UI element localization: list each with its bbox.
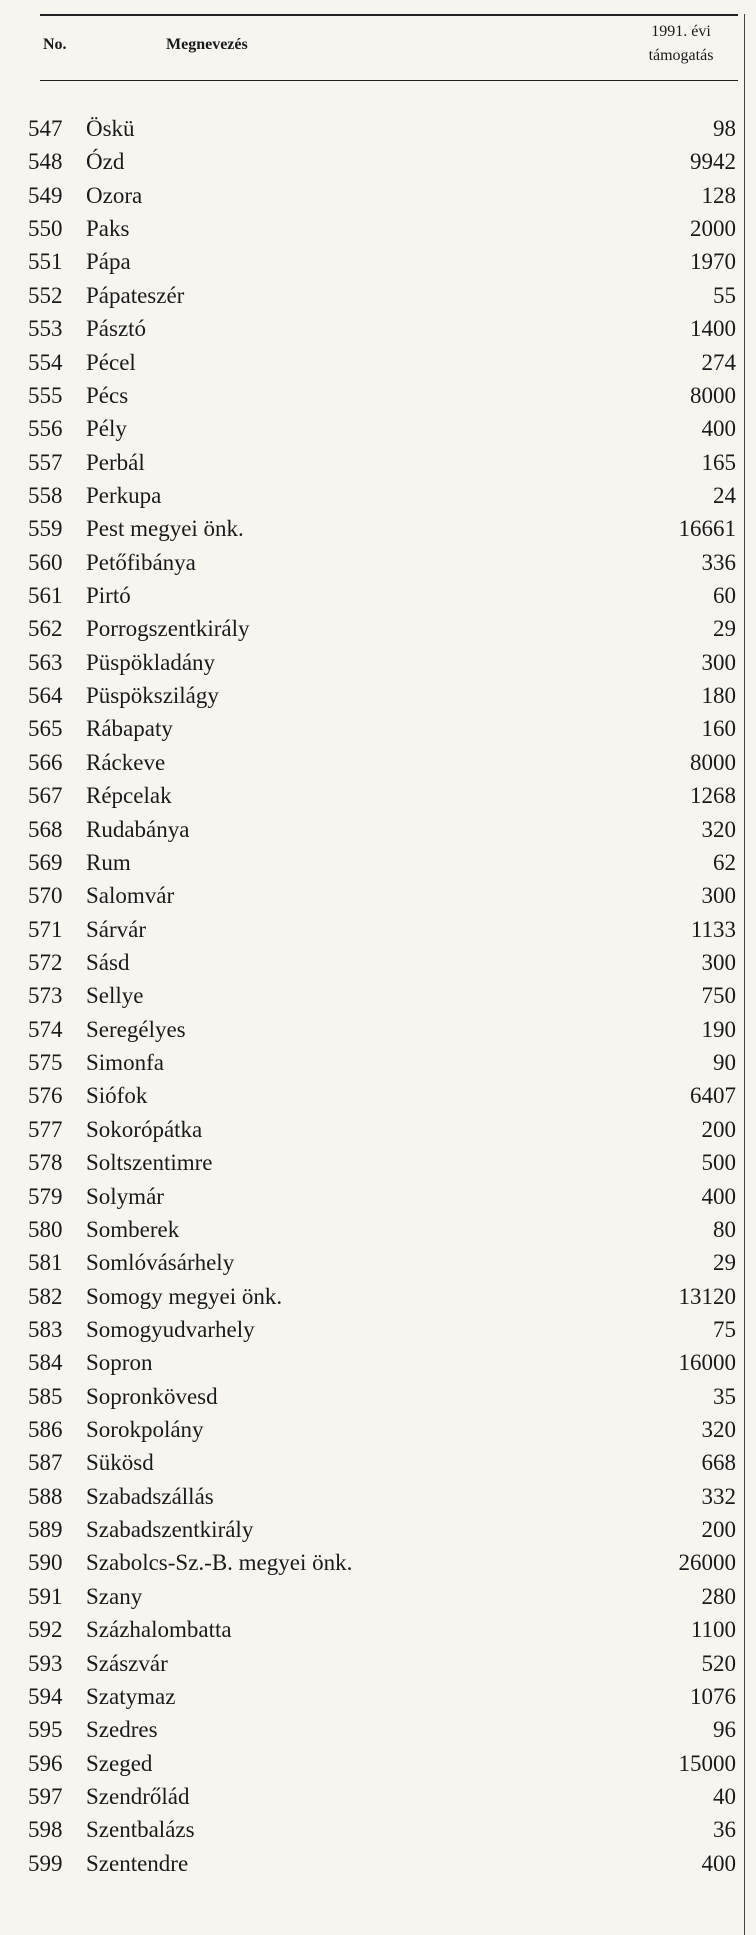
row-amount: 400 (701, 1183, 736, 1209)
row-number: 591 (28, 1583, 63, 1609)
row-name: Sellye (86, 983, 144, 1009)
row-name: Somogyudvarhely (86, 1316, 255, 1342)
row-number: 572 (28, 949, 63, 975)
row-name: Szászvár (86, 1650, 168, 1676)
row-name: Soltszentimre (86, 1150, 213, 1176)
row-number: 552 (28, 282, 63, 308)
table-row (28, 346, 736, 379)
row-amount: 274 (701, 349, 736, 375)
row-amount: 1100 (690, 1617, 736, 1643)
row-amount: 400 (701, 1850, 736, 1876)
row-amount: 35 (713, 1383, 736, 1409)
table-row (28, 1747, 736, 1780)
row-name: Pest megyei önk. (86, 516, 244, 542)
table-row (28, 1513, 736, 1546)
row-number: 548 (28, 149, 63, 175)
row-name: Pápateszér (86, 282, 185, 308)
row-number: 580 (28, 1216, 63, 1242)
row-number: 550 (28, 216, 63, 242)
table-row (28, 1413, 736, 1446)
row-number: 588 (28, 1483, 63, 1509)
row-name: Szabadszállás (86, 1483, 214, 1509)
row-number: 560 (28, 549, 63, 575)
table-row (28, 1847, 736, 1880)
row-amount: 336 (701, 549, 736, 575)
row-number: 559 (28, 516, 63, 542)
row-number: 555 (28, 382, 63, 408)
table-row (28, 1647, 736, 1680)
row-number: 549 (28, 182, 63, 208)
row-name: Petőfibánya (86, 549, 196, 575)
row-name: Szany (86, 1583, 143, 1609)
row-number: 574 (28, 1016, 63, 1042)
row-number: 551 (28, 249, 63, 275)
row-number: 566 (28, 749, 63, 775)
row-name: Szeged (86, 1750, 153, 1776)
table-row (28, 879, 736, 912)
row-amount: 1076 (690, 1683, 736, 1709)
table-row (28, 1813, 736, 1846)
row-number: 583 (28, 1316, 63, 1342)
row-amount: 36 (713, 1817, 736, 1843)
row-name: Szatymaz (86, 1683, 176, 1709)
row-number: 579 (28, 1183, 63, 1209)
row-amount: 180 (701, 683, 736, 709)
header-amount-line2: támogatás (648, 47, 714, 64)
row-number: 557 (28, 449, 63, 475)
row-number: 589 (28, 1517, 63, 1543)
table-row (28, 946, 736, 979)
row-name: Perbál (86, 449, 145, 475)
table-row (28, 679, 736, 712)
row-name: Pásztó (86, 316, 147, 342)
table-row (28, 1613, 736, 1646)
table-row (28, 312, 736, 345)
row-number: 575 (28, 1050, 63, 1076)
row-name: Öskü (86, 116, 135, 141)
row-name: Sopron (86, 1350, 153, 1376)
row-number: 586 (28, 1417, 63, 1443)
row-name: Rudabánya (86, 816, 190, 842)
row-name: Paks (86, 216, 130, 242)
table-row (28, 1180, 736, 1213)
table-row (28, 712, 736, 745)
row-number: 554 (28, 349, 63, 375)
table-row (28, 1580, 736, 1613)
row-number: 564 (28, 683, 63, 709)
table-row (28, 1480, 736, 1513)
row-amount: 300 (701, 949, 736, 975)
table-row (28, 512, 736, 545)
row-amount: 165 (701, 449, 736, 475)
row-name: Szentendre (86, 1850, 189, 1876)
table-row (28, 1780, 736, 1813)
row-name: Szabolcs-Sz.-B. megyei önk. (86, 1550, 353, 1576)
row-amount: 300 (701, 883, 736, 909)
table-row (28, 479, 736, 512)
row-name: Pápa (86, 249, 131, 275)
table-row (28, 1213, 736, 1246)
table-row (28, 412, 736, 445)
row-name: Ózd (86, 149, 125, 175)
row-amount: 520 (701, 1650, 736, 1676)
row-name: Salomvár (86, 883, 175, 909)
table-row (28, 379, 736, 412)
row-number: 573 (28, 983, 63, 1009)
row-number: 587 (28, 1450, 63, 1476)
table-row (28, 1146, 736, 1179)
row-number: 596 (28, 1750, 63, 1776)
table-row (28, 1546, 736, 1579)
row-amount: 1970 (690, 249, 736, 275)
table-row (28, 846, 736, 879)
row-name: Rum (86, 849, 131, 875)
row-name: Sorokpolány (86, 1417, 204, 1443)
row-number: 585 (28, 1383, 63, 1409)
row-name: Sárvár (86, 916, 147, 942)
row-number: 594 (28, 1683, 63, 1709)
row-amount: 29 (713, 1250, 736, 1276)
row-name: Somlóvásárhely (86, 1250, 235, 1276)
row-name: Perkupa (86, 482, 162, 508)
row-number: 561 (28, 583, 63, 609)
table-row (28, 179, 736, 212)
table-row (28, 1113, 736, 1146)
row-amount: 80 (713, 1216, 736, 1242)
row-amount: 29 (713, 616, 736, 642)
row-amount: 98 (713, 116, 736, 141)
row-amount: 9942 (690, 149, 736, 175)
table-row (28, 279, 736, 312)
row-name: Ozora (86, 182, 143, 208)
table-row (28, 1380, 736, 1413)
row-number: 581 (28, 1250, 63, 1276)
row-name: Pécs (86, 382, 129, 408)
row-amount: 6407 (690, 1083, 736, 1109)
row-number: 598 (28, 1817, 63, 1843)
row-name: Somogy megyei önk. (86, 1283, 283, 1309)
row-number: 592 (28, 1617, 63, 1643)
header-rule (40, 80, 738, 81)
row-name: Szabadszentkirály (86, 1517, 254, 1543)
row-name: Sásd (86, 949, 130, 975)
table-row (28, 1713, 736, 1746)
table-row (28, 1246, 736, 1279)
row-amount: 40 (713, 1783, 736, 1809)
row-number: 590 (28, 1550, 63, 1576)
row-amount: 320 (701, 816, 736, 842)
table-row (28, 1280, 736, 1313)
row-number: 553 (28, 316, 63, 342)
table-row (28, 1313, 736, 1346)
row-amount: 1133 (690, 916, 736, 942)
table-row (28, 1446, 736, 1479)
row-name: Rábapaty (86, 716, 173, 742)
row-number: 599 (28, 1850, 63, 1876)
row-amount: 96 (713, 1717, 736, 1743)
row-amount: 16661 (678, 516, 736, 542)
table-row (28, 913, 736, 946)
row-amount: 8000 (690, 749, 736, 775)
row-amount: 75 (713, 1316, 736, 1342)
row-amount: 200 (701, 1116, 736, 1142)
row-amount: 60 (713, 583, 736, 609)
table-row (28, 1680, 736, 1713)
row-name: Porrogszentkirály (86, 616, 250, 642)
row-number: 565 (28, 716, 63, 742)
row-name: Sokorópátka (86, 1116, 203, 1142)
row-amount: 400 (701, 416, 736, 442)
row-name: Sopronkövesd (86, 1383, 218, 1409)
row-amount: 26000 (678, 1550, 736, 1576)
row-name: Sükösd (86, 1450, 154, 1476)
table-row (28, 579, 736, 612)
row-number: 568 (28, 816, 63, 842)
top-rule (40, 14, 738, 16)
row-amount: 160 (701, 716, 736, 742)
row-number: 556 (28, 416, 63, 442)
row-amount: 332 (701, 1483, 736, 1509)
row-amount: 128 (701, 182, 736, 208)
row-number: 571 (28, 916, 63, 942)
row-amount: 16000 (678, 1350, 736, 1376)
row-amount: 2000 (690, 216, 736, 242)
row-amount: 8000 (690, 382, 736, 408)
row-number: 558 (28, 482, 63, 508)
table-row (28, 1079, 736, 1112)
table-row (28, 145, 736, 178)
row-number: 547 (28, 116, 63, 141)
row-name: Püspökszilágy (86, 683, 219, 709)
row-number: 567 (28, 783, 63, 809)
row-amount: 62 (713, 849, 736, 875)
row-amount: 55 (713, 282, 736, 308)
table-body (28, 112, 736, 1880)
row-amount: 300 (701, 649, 736, 675)
row-name: Püspökladány (86, 649, 216, 675)
table-row (28, 746, 736, 779)
table-row (28, 779, 736, 812)
row-number: 569 (28, 849, 63, 875)
row-name: Százhalombatta (86, 1617, 232, 1643)
table-row (28, 1046, 736, 1079)
row-name: Solymár (86, 1183, 164, 1209)
header-name: Megnevezés (166, 36, 248, 53)
row-number: 577 (28, 1116, 63, 1142)
row-name: Szentbalázs (86, 1817, 195, 1843)
row-amount: 280 (701, 1583, 736, 1609)
row-amount: 200 (701, 1517, 736, 1543)
table-row (28, 979, 736, 1012)
table-row (28, 1013, 736, 1046)
table-row (28, 813, 736, 846)
row-name: Simonfa (86, 1050, 164, 1076)
table-row (28, 612, 736, 645)
row-amount: 750 (701, 983, 736, 1009)
row-amount: 668 (701, 1450, 736, 1476)
row-number: 562 (28, 616, 63, 642)
table-row (28, 1346, 736, 1379)
row-name: Pély (86, 416, 127, 442)
row-number: 597 (28, 1783, 63, 1809)
row-number: 595 (28, 1717, 63, 1743)
row-number: 593 (28, 1650, 63, 1676)
row-amount: 24 (713, 482, 736, 508)
row-name: Ráckeve (86, 749, 166, 775)
row-amount: 190 (701, 1016, 736, 1042)
table-row (28, 245, 736, 278)
row-number: 576 (28, 1083, 63, 1109)
table-row (28, 646, 736, 679)
row-amount: 320 (701, 1417, 736, 1443)
table-row (28, 546, 736, 579)
row-amount: 500 (701, 1150, 736, 1176)
row-name: Somberek (86, 1216, 180, 1242)
row-number: 578 (28, 1150, 63, 1176)
row-amount: 90 (713, 1050, 736, 1076)
row-number: 584 (28, 1350, 63, 1376)
row-name: Siófok (86, 1083, 148, 1109)
row-number: 563 (28, 649, 63, 675)
row-name: Szendrőlád (86, 1783, 190, 1809)
row-name: Pécel (86, 349, 136, 375)
row-name: Szedres (86, 1717, 158, 1743)
header-amount (626, 20, 736, 68)
right-rule (744, 14, 745, 1935)
table-row (28, 446, 736, 479)
row-name: Pirtó (86, 583, 131, 609)
row-amount: 15000 (678, 1750, 736, 1776)
header-no: No. (43, 36, 67, 53)
row-amount: 1400 (690, 316, 736, 342)
table-row (28, 112, 736, 145)
header-amount-line1: 1991. évi (651, 23, 711, 40)
row-name: Répcelak (86, 783, 172, 809)
row-name: Seregélyes (86, 1016, 186, 1042)
table-row (28, 212, 736, 245)
row-amount: 13120 (678, 1283, 736, 1309)
row-number: 582 (28, 1283, 63, 1309)
row-number: 570 (28, 883, 63, 909)
row-amount: 1268 (690, 783, 736, 809)
